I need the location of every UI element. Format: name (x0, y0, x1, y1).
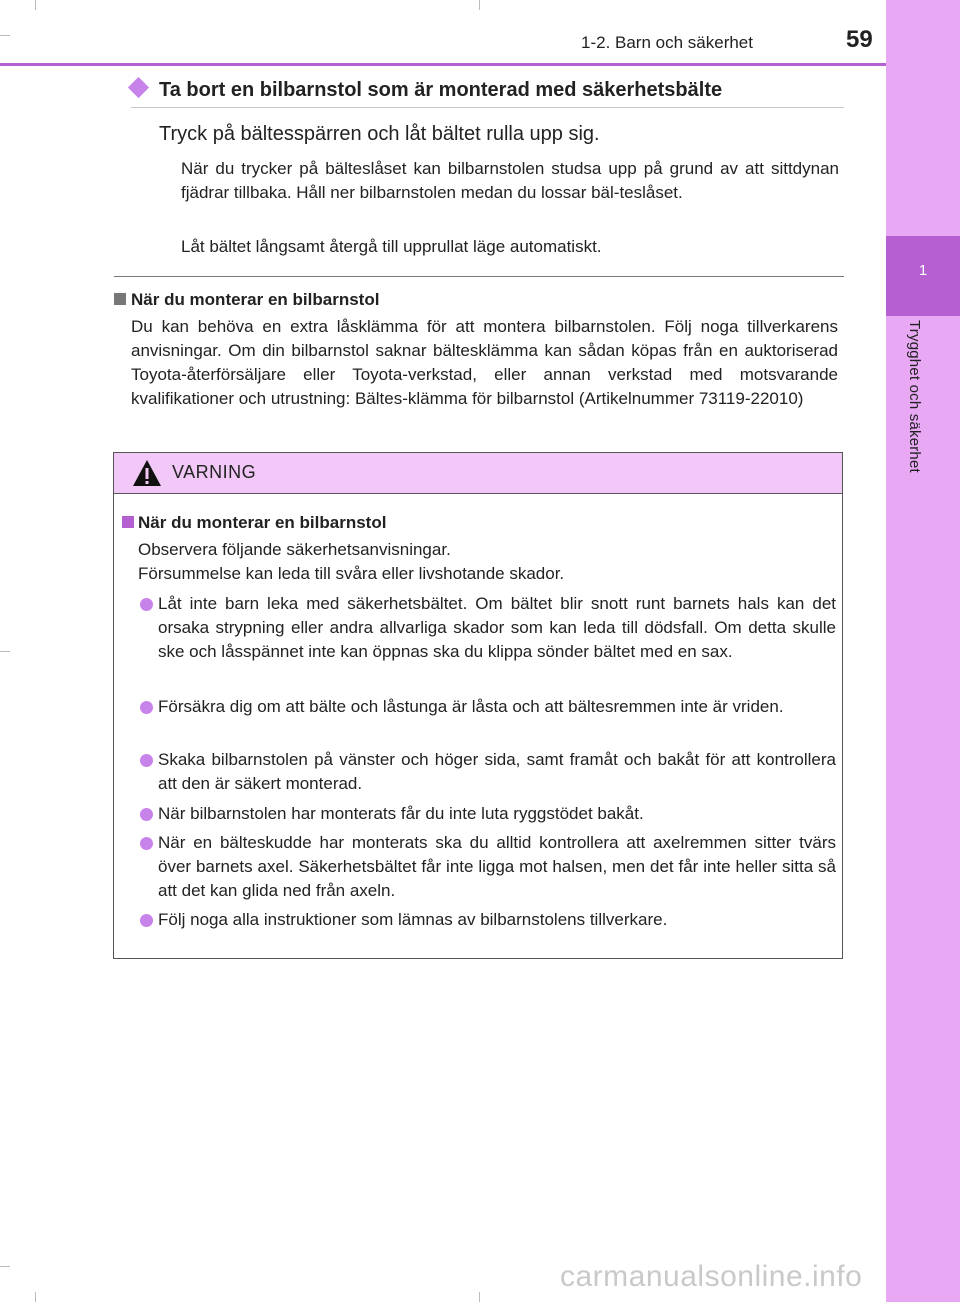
section-title: 1-2. Barn och säkerhet (581, 33, 753, 52)
bullet-icon (140, 914, 153, 927)
warning-bullet: Försäkra dig om att bälte och låstunga är låsta och att bältesremmen inte är vriden. (158, 697, 784, 716)
warning-label: VARNING (172, 462, 257, 482)
step-note: Låt bältet långsamt återgå till upprullat läge automatiskt. (181, 237, 602, 256)
warning-bullet: Följ noga alla instruktioner som lämnas av bilbarnstolens tillverkare. (158, 910, 668, 929)
diamond-icon (128, 77, 149, 98)
warning-title: När du monterar en bilbarnstol (138, 513, 387, 532)
procedure-heading: Ta bort en bilbarnstol som är monterad med säkerhetsbälte (159, 79, 723, 101)
warning-intro: Försummelse kan leda till svåra eller livshotande skador. (138, 564, 565, 583)
step-note: När du trycker på bälteslåset kan bilbarnstolen studsa upp på grund av att sittdynan fjädrar tillbaka. Håll ner bilbarnstolen medan du lossar bäl-teslåset. (181, 159, 839, 202)
warning-intro: Observera följande säkerhetsanvisningar. (138, 540, 451, 559)
chapter-number-tab (886, 236, 960, 316)
bullet-icon (140, 754, 153, 767)
bullet-icon (140, 837, 153, 850)
warning-box (113, 452, 843, 959)
crop-mark (0, 1266, 10, 1267)
bullet-icon (140, 701, 153, 714)
crop-mark (35, 0, 36, 10)
warning-triangle-icon (132, 459, 162, 487)
page-number: 59 (846, 26, 873, 53)
crop-mark (479, 1292, 480, 1302)
info-title: När du monterar en bilbarnstol (131, 290, 380, 309)
chapter-side-tab (886, 0, 960, 1302)
watermark: carmanualsonline.info (560, 1260, 863, 1293)
bullet-icon (140, 598, 153, 611)
warning-bullet: Låt inte barn leka med säkerhetsbältet. Om bältet blir snott runt barnets hals kan det orsaka strypning eller andra allvarliga skador som kan leda till dödsfall. Om detta skulle ske och låsspännet inte kan öppnas ska du klippa sönder bältet med en sax. (158, 594, 836, 661)
crop-mark (35, 1292, 36, 1302)
crop-mark (0, 35, 10, 36)
warning-bullet: Skaka bilbarnstolen på vänster och höger sida, samt framåt och bakåt för att kontrollera att den är säkert monterad. (158, 750, 836, 793)
warning-header (114, 453, 842, 494)
square-bullet-icon (114, 293, 126, 305)
header-rule (0, 63, 886, 66)
warning-bullet: När bilbarnstolen har monterats får du inte luta ryggstödet bakåt. (158, 804, 644, 823)
heading-rule (131, 107, 844, 108)
crop-mark (479, 0, 480, 10)
warning-bullet: När en bälteskudde har monterats ska du alltid kontrollera att axelremmen sitter tvärs över barnets axel. Säkerhetsbältet får inte ligga mot halsen, men det får inte heller sitta så att det kan glida ned från axeln. (158, 833, 836, 900)
crop-mark (0, 651, 10, 652)
procedure-step: Tryck på bältesspärren och låt bältet rulla upp sig. (159, 123, 600, 145)
section-separator (114, 276, 844, 277)
info-body: Du kan behöva en extra låsklämma för att montera bilbarnstolen. Följ noga tillverkarens anvisningar. Om din bilbarnstol saknar bältesklämma kan sådan köpas från en auktoriserad Toyota-återförsäljare eller Toyota-verkstad, eller annan verkstad med motsvarande kvalifikationer och utrustning: Bältes-klämma för bilbarnstol (Artikelnummer 73119-22010) (131, 317, 838, 408)
bullet-icon (140, 808, 153, 821)
chapter-title: Trygghet och säkerhet (906, 320, 923, 473)
chapter-number: 1 (918, 262, 928, 279)
square-bullet-icon (122, 516, 134, 528)
